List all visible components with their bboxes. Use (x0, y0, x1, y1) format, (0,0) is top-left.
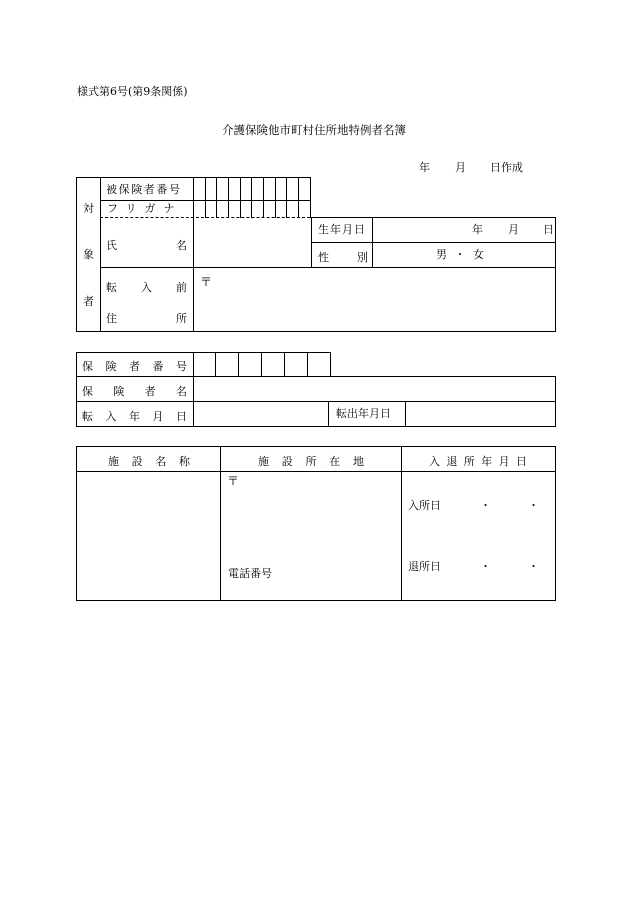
admission-date-dot-2: ・ (528, 499, 539, 512)
move-in-date-label: 転 入 年 月 日 (82, 410, 187, 423)
facility-postal-mark-icon: 〒 (227, 474, 240, 488)
discharge-date-label: 退所日 (408, 560, 441, 573)
admission-date-label: 入所日 (408, 499, 441, 512)
birth-year-label: 年 (472, 223, 483, 236)
page-title: 介護保険他市町村住所地特例者名簿 (222, 123, 406, 137)
subject-side-label-2: 象 (83, 248, 94, 261)
insurer-number-label: 保 険 者 番 号 (82, 360, 187, 373)
previous-address-label-2: 住 所 (106, 312, 187, 325)
facility-dates-header: 入 退 所 年 月 日 (429, 455, 527, 468)
gender-label: 性 別 (318, 251, 368, 264)
form-number: 様式第6号(第9条関係) (77, 85, 188, 98)
date-month-label: 月 (455, 161, 466, 174)
insured-number-label: 被保険者番号 (106, 183, 182, 196)
birth-day-label: 日 (543, 223, 554, 236)
gender-value: 男 ・ 女 (436, 248, 486, 261)
furigana-label: フリガナ (107, 202, 183, 215)
birth-date-label: 生年月日 (318, 223, 366, 236)
move-out-date-label: 転出年月日 (336, 407, 391, 420)
insurer-name-label: 保 険 者 名 (82, 385, 187, 398)
date-created-label: 日作成 (490, 161, 523, 174)
name-label: 氏 名 (106, 239, 187, 252)
phone-number-label: 電話番号 (228, 567, 272, 580)
date-year-label: 年 (419, 161, 430, 174)
discharge-date-dot-1: ・ (480, 560, 491, 573)
birth-month-label: 月 (508, 223, 519, 236)
subject-side-label-1: 対 (83, 202, 94, 215)
subject-side-label-3: 者 (83, 295, 94, 308)
discharge-date-dot-2: ・ (528, 560, 539, 573)
facility-name-header: 施 設 名 称 (108, 455, 190, 468)
admission-date-dot-1: ・ (480, 499, 491, 512)
previous-address-label-1: 転 入 前 (106, 281, 187, 294)
facility-address-header: 施 設 所 在 地 (258, 455, 364, 468)
postal-mark-icon: 〒 (200, 275, 213, 289)
